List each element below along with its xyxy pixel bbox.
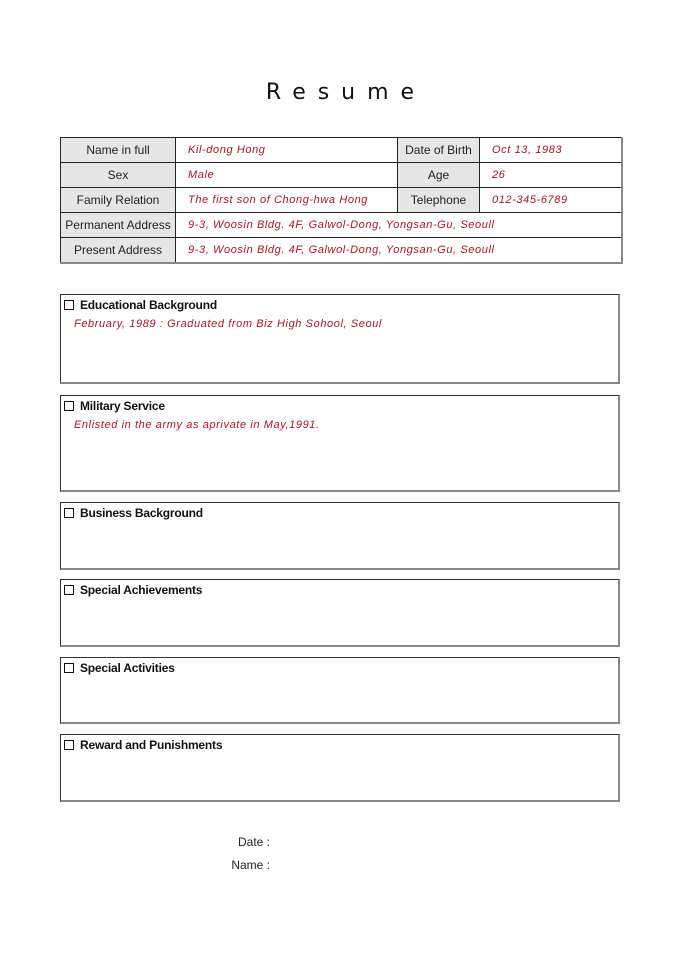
dob-value[interactable]: Oct 13, 1983	[480, 138, 622, 163]
age-label: Age	[398, 163, 480, 188]
section-business-background[interactable]	[60, 502, 620, 570]
permanent-address-label: Permanent Address	[61, 213, 176, 238]
table-row	[61, 188, 622, 213]
present-address-label: Present Address	[61, 238, 176, 264]
checkbox-square-icon	[64, 740, 74, 750]
personal-info-table	[60, 137, 623, 264]
name-label: Name in full	[61, 138, 176, 163]
checkbox-square-icon	[64, 663, 74, 673]
family-relation-value[interactable]: The first son of Chong-hwa Hong	[176, 188, 398, 213]
section-special-achievements[interactable]	[60, 579, 620, 647]
table-row	[61, 238, 622, 264]
section-content[interactable]: February, 1989 : Graduated from Biz High Sohool, Seoul	[74, 318, 382, 330]
page-title: Resume	[265, 80, 427, 105]
table-row	[61, 138, 622, 163]
family-relation-label: Family Relation	[61, 188, 176, 213]
sex-label: Sex	[61, 163, 176, 188]
signature-name-label: Name :	[231, 858, 270, 872]
signature-date-label: Date :	[237, 835, 270, 849]
section-title: Business Background	[80, 506, 203, 520]
permanent-address-value[interactable]: 9-3, Woosin Bldg. 4F, Galwol-Dong, Yongsan-Gu, Seoull	[176, 213, 622, 238]
section-title: Special Activities	[80, 661, 175, 675]
section-reward-and-punishments[interactable]	[60, 734, 620, 802]
checkbox-square-icon	[64, 300, 74, 310]
section-title: Special Achievements	[80, 583, 203, 597]
name-value[interactable]: Kil-dong Hong	[176, 138, 398, 163]
checkbox-square-icon	[64, 508, 74, 518]
checkbox-square-icon	[64, 585, 74, 595]
section-title: Military Service	[80, 399, 165, 413]
section-educational-background[interactable]	[60, 294, 620, 384]
telephone-value[interactable]: 012-345-6789	[480, 188, 622, 213]
telephone-label: Telephone	[398, 188, 480, 213]
checkbox-square-icon	[64, 401, 74, 411]
age-value[interactable]: 26	[480, 163, 622, 188]
dob-label: Date of Birth	[398, 138, 480, 163]
sex-value[interactable]: Male	[176, 163, 398, 188]
present-address-value[interactable]: 9-3, Woosin Bldg. 4F, Galwol-Dong, Yongsan-Gu, Seoull	[176, 238, 622, 264]
section-title: Educational Background	[80, 298, 217, 312]
section-military-service[interactable]	[60, 395, 620, 492]
section-content[interactable]: Enlisted in the army as aprivate in May,1991.	[74, 419, 320, 431]
section-special-activities[interactable]	[60, 657, 620, 724]
table-row	[61, 163, 622, 188]
table-row	[61, 213, 622, 238]
section-title: Reward and Punishments	[80, 738, 223, 752]
